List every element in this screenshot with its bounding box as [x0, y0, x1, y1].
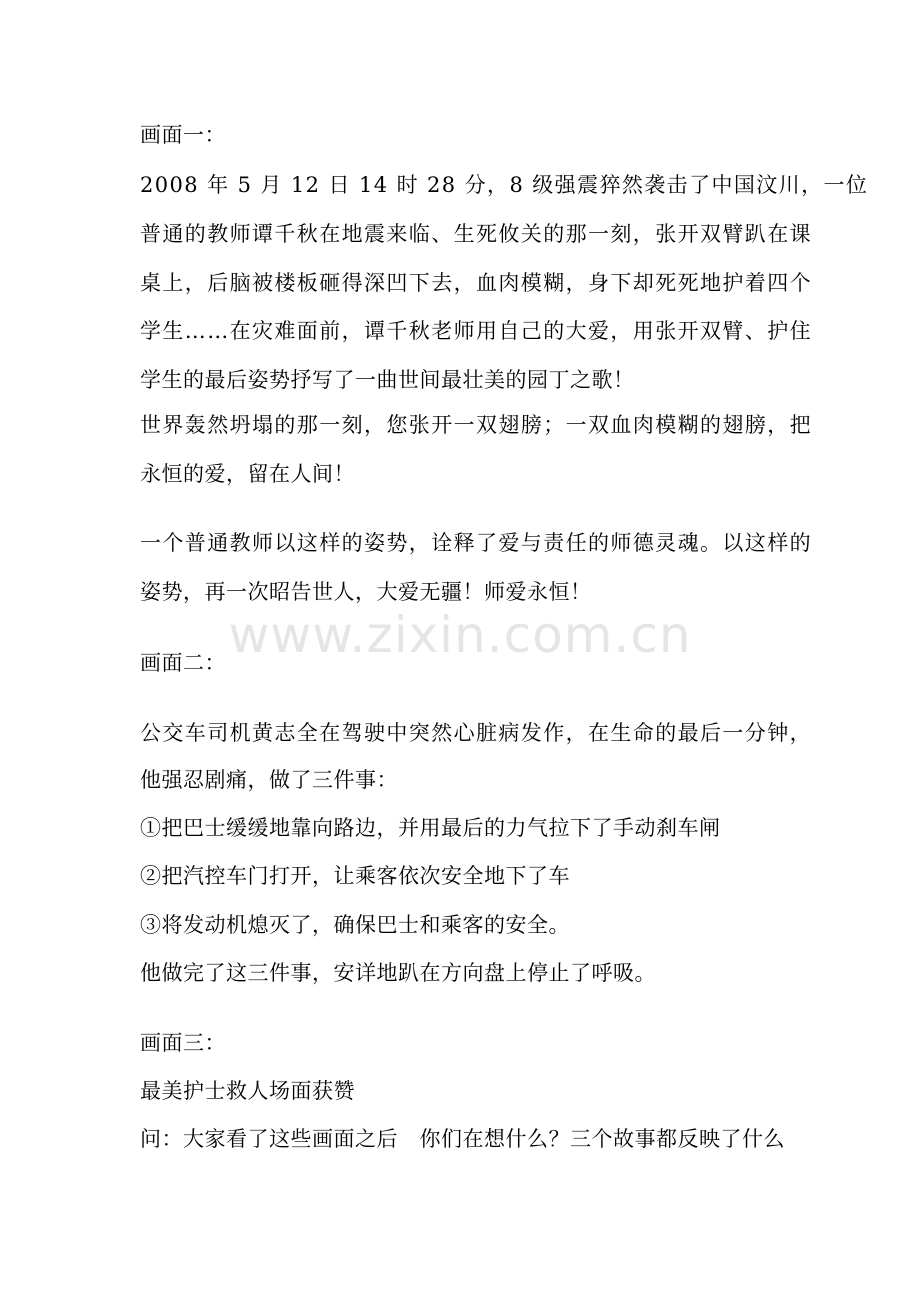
- section-heading-3: 画面三：: [140, 1031, 226, 1055]
- paragraph-line: 一个普通教师以这样的姿势，诠释了爱与责任的师德灵魂。以这样的: [140, 531, 812, 555]
- section-heading-2: 画面二：: [140, 651, 226, 675]
- paragraph-line: 姿势，再一次昭告世人，大爱无疆！师爱永恒！: [140, 580, 592, 604]
- list-item: ①把巴士缓缓地靠向路边，并用最后的力气拉下了手动刹车闸: [140, 816, 721, 840]
- paragraph-line: 学生……在灾难面前，谭千秋老师用自己的大爱，用张开双臂、护住: [140, 319, 812, 343]
- paragraph-line: 普通的教师谭千秋在地震来临、生死攸关的那一刻，张开双臂趴在课: [140, 222, 812, 246]
- paragraph-line: 最美护士救人场面获赞: [140, 1079, 355, 1103]
- paragraph-line: 桌上，后脑被楼板砸得深凹下去，血肉模糊，身下却死死地护着四个: [140, 271, 812, 295]
- watermark-text: www.zixin.com.cn: [228, 606, 692, 664]
- list-item: ②把汽控车门打开，让乘客依次安全地下了车: [140, 864, 570, 888]
- paragraph-line: 世界轰然坍塌的那一刻，您张开一双翅膀；一双血肉模糊的翅膀，把: [140, 413, 812, 437]
- paragraph-line: 学生的最后姿势抒写了一曲世间最壮美的园丁之歌！: [140, 368, 635, 392]
- paragraph-line: 问：大家看了这些画面之后 你们在想什么？三个故事都反映了什么: [140, 1127, 785, 1151]
- paragraph-line: 他做完了这三件事，安详地趴在方向盘上停止了呼吸。: [140, 961, 656, 985]
- paragraph-line: 永恒的爱，留在人间！: [140, 462, 355, 486]
- section-heading-1: 画面一：: [140, 123, 226, 147]
- paragraph-line: 他强忍剧痛，做了三件事：: [140, 768, 398, 792]
- paragraph-line: 公交车司机黄志全在驾驶中突然心脏病发作，在生命的最后一分钟，: [140, 721, 812, 745]
- paragraph-line: 2008 年 5 月 12 日 14 时 28 分，8 级强震猝然袭击了中国汶川，一位: [140, 173, 869, 197]
- list-item: ③将发动机熄灭了，确保巴士和乘客的安全。: [140, 913, 570, 937]
